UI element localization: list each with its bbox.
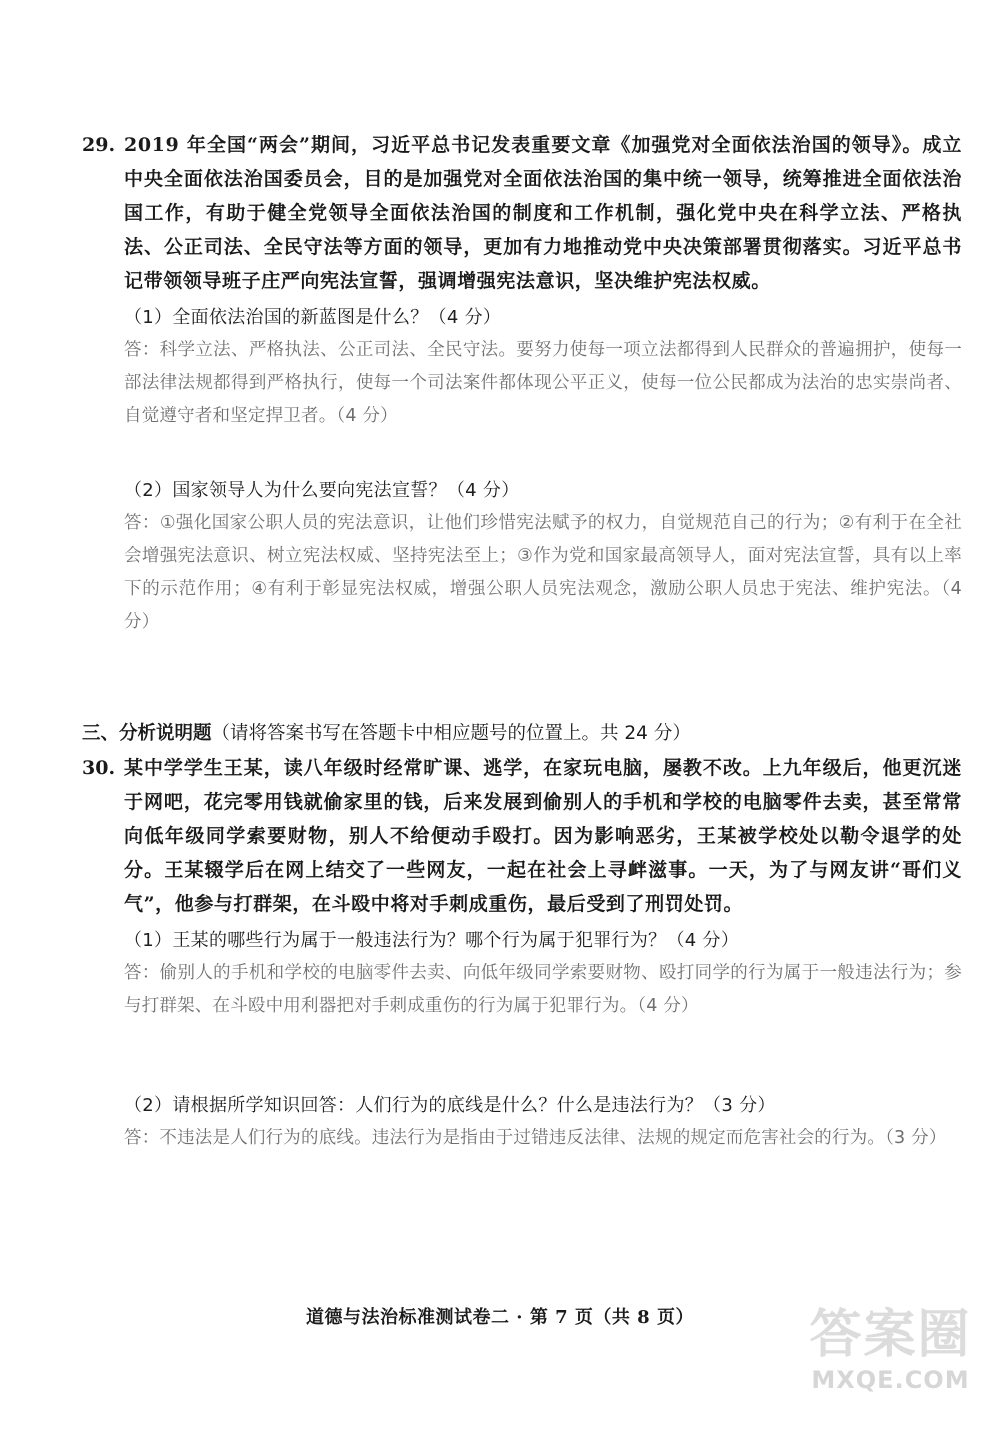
answer-2: 答：不违法是人们行为的底线。违法行为是指由于过错违反法律、法规的规定而危害社会的行为。（3 分） [124, 1128, 947, 1148]
answer-2: 答：①强化国家公职人员的宪法意识，让他们珍惜宪法赋予的权力，自觉规范自己的行为；②有利于在全社会增强宪法意识、树立宪法权威、坚持宪法至上；③作为党和国家最高领导人，面对宪法宣誓，具有以上率下的示范作用；④有利于彰显宪法权威，增强公职人员宪法观念，激励公职人员忠于宪法、维护宪法。（4 分） [124, 513, 962, 632]
watermark-logo [803, 1305, 978, 1415]
sub-question-2: （2）请根据所学知识回答：人们行为的底线是什么？什么是违法行为？（3 分） [124, 1095, 776, 1116]
question-29 [82, 128, 962, 639]
sub-question-1: （1）全面依法治国的新蓝图是什么？（4 分） [124, 307, 502, 328]
answer-1: 答：科学立法、严格执法、公正司法、全民守法。要努力使每一项立法都得到人民群众的普遍拥护，使每一部法律法规都得到严格执行，使每一个司法案件都体现公平正义，使每一位公民都成为法治的忠实崇尚者、自觉遵守者和坚定捍卫者。（4 分） [124, 340, 962, 426]
question-number: 29. [82, 134, 116, 156]
section-note: （请将答案书写在答题卡中相应题号的位置上。共 24 分） [211, 723, 691, 744]
page-footer: 道德与法治标准测试卷二 · 第 7 页（共 8 页） [306, 1307, 694, 1328]
sub-question-1: （1）王某的哪些行为属于一般违法行为？哪个行为属于犯罪行为？（4 分） [124, 930, 740, 951]
section-title: 三、分析说明题 [82, 723, 212, 744]
question-number: 30. [82, 757, 116, 779]
question-stem: 2019 年全国“两会”期间，习近平总书记发表重要文章《加强党对全面依法治国的领导》。成立中央全面依法治国委员会，目的是加强党对全面依法治国的集中统一领导，统筹推进全面依法治国工作，有助于健全党领导全面依法治国的制度和工作机制，强化党中央在科学立法、严格执法、公正司法、全民守法等方面的领导，更加有力地推动党中央决策部署贯彻落实。习近平总书记带领领导班子庄严向宪法宣誓，强调增强宪法意识，坚决维护宪法权威。 [124, 134, 962, 292]
sub-question-2: （2）国家领导人为什么要向宪法宣誓？（4 分） [124, 480, 520, 501]
answer-1: 答：偷别人的手机和学校的电脑零件去卖、向低年级同学索要财物、殴打同学的行为属于一般违法行为；参与打群架、在斗殴中用利器把对手刺成重伤的行为属于犯罪行为。（4 分） [124, 963, 962, 1016]
question-30 [82, 751, 962, 1155]
watermark-url: MXQE.COM [811, 1366, 970, 1394]
section-heading [82, 717, 962, 751]
question-stem: 某中学学生王某，读八年级时经常旷课、逃学，在家玩电脑，屡教不改。上九年级后，他更沉迷于网吧，花完零用钱就偷家里的钱，后来发展到偷别人的手机和学校的电脑零件去卖，甚至常常向低年级同学索要财物，别人不给便动手殴打。因为影响恶劣，王某被学校处以勒令退学的处分。王某辍学后在网上结交了一些网友，一起在社会上寻衅滋事。一天，为了与网友讲“哥们义气”，他参与打群架，在斗殴中将对手刺成重伤，最后受到了刑罚处罚。 [124, 757, 962, 915]
watermark-text: 答案圈 [809, 1305, 972, 1365]
